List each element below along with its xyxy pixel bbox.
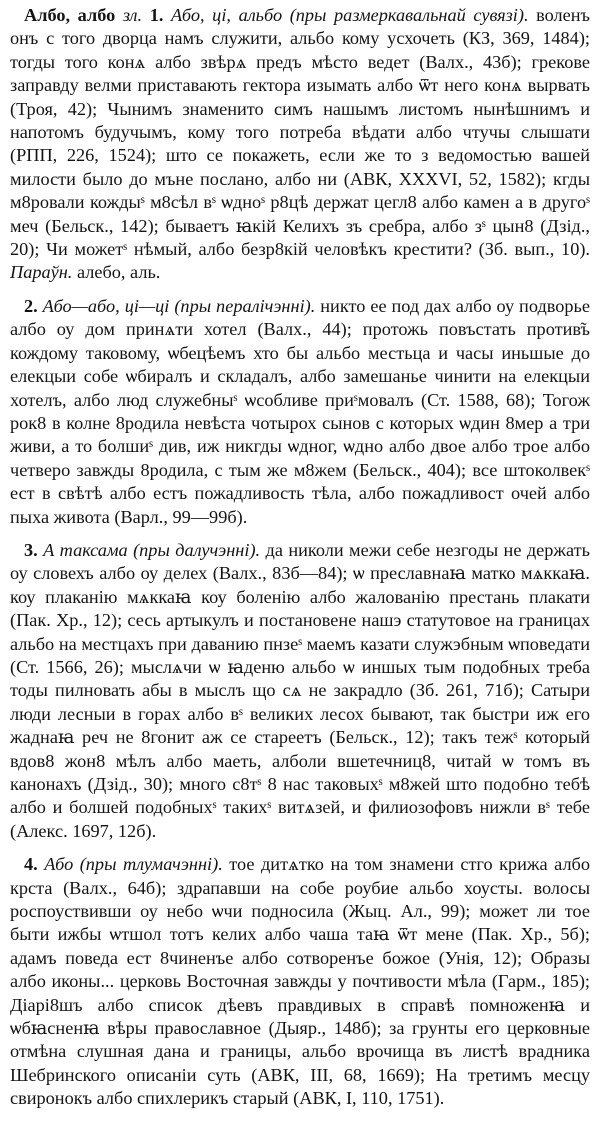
part-of-speech: зл. [115,5,143,25]
entry-sense-2 [10,295,590,529]
sense-2-citations: никто ее под дах албо оу подворье албо оу дом принѧти хотел (Валх., 44); протожь повъстать против̃ъ кождому таковому, ѡбецѣемъ хто бы альбо местьца и часы иньшые до елекцыи собе ѡбиралъ и складалъ, албо замешанье чинити на елекцыи хотелъ, албо люд служебныˢ ѡсобливе приˢмовалъ (Ст. 1588, 68); Тогож рок8 в колне 8родила невѣста чотырох сынов с которых ѡдин 8мер а три живи, а то болшиˢ див, иж никгды ѡдног, ѡдно албо двое албо трое албо четверо завжды 8родила, с тым же м8жем (Бельск., 404); все штоколвекˢ ест в свѣтѣ албо естъ пожадливость тѣла, албо пожадливост очей албо пыха живота (Варл., 99—99б). [10,295,590,527]
sense-4-citations: тое дитѧтко на том знамени стго крижа албо крста (Валх., 64б); здрапавши на собе роубие альбо хоусты. волосы роспоуствивши оу небо ѡчи подносила (Жыц. Ал., 99); может ли тое быти ижбы ѡтшол тотъ келих албо чаша таꙗ ѿт мене (Пак. Хр., 5б); адамъ поведа ест 8чиненъе албо сотворенъе божое (Унія, 12); Образы албо иконы... церковь Восточная завжды у почтивости мѣла (Гарм., 185); Діарі8шъ албо список дѣевъ правдивых в справѣ помноженꙗ и ѡбꙗсненꙗ вѣры православное (Дыяр., 148б); за грунты его церковные отмѣна слушная дана и границы, альбо врочища въ листѣ врадника Шебринского описаніи суть (АВК, III, 68, 1669); На третимъ месцу свиронокъ албо спихлерикъ старый (АВК, I, 110, 1751). [10,854,591,1109]
sense-3-number: 3. [24,539,38,560]
compare-words: алебо, аль. [72,262,161,283]
sense-2-number: 2. [24,295,38,316]
sense-3-gloss: А таксама (пры далучэнні). [37,539,261,560]
compare-label: Параўн. [10,262,73,283]
sense-4-number: 4. [24,854,38,875]
sense-4-gloss: Або (пры тлумачэнні). [37,854,223,875]
sense-3-citations: да николи межи себе незгоды не держать оу словехъ албо оу делех (Валх., 83б—84); ѡ преславнаꙗ матко мѧккаꙗ. коу плаканію мѧккаꙗ коу боленію албо жалованію престань плакати (Пак. Хр., 12); сесь артыкулъ и постановене нашэ статутовое на границах альбо на местцахъ при даванию пнзеˢ маемъ казати служэбным ѡповедати (Ст. 1566, 26); мыслѧчи ѡ ꙗденю альбо ѡ иншых тым подобных треба тоды пилновать абы в мыслъ що сѧ не закрадло (Зб. 261, 71б); Сатыри люди лесныи в горах албо вˢ великих лесох бывают, так быстри иж его жаднаꙗ реч не 8гонит аж се стареетъ (Бельск., 12); такъ тежˢ который вдов8 жон8 мѣлъ албо маеть, алболи вшетечниц8, читай ѡ томъ въ канонахъ (Дзід., 30); много с8тˢ 8 нас таковыхˢ м8жей што подобно тебѣ албо и болшей подобныхˢ такихˢ витѧзей, и филиозофовъ нижли вˢ тебе (Алекс. 1697, 12б). [10,539,590,841]
entry-sense-1 [10,4,590,285]
sense-2-gloss: Або—або, ці—ці (пры пералічэнні). [37,295,316,316]
entry-sense-4 [10,853,590,1110]
sense-1-gloss: Або, ці, альбо (пры размеркавальнай сувязі). [163,5,529,25]
entry-sense-3 [10,539,590,843]
headword: Албо, албо [24,5,116,25]
sense-1-number: 1. [142,5,164,25]
sense-1-citations: воленъ онъ с того дворца намъ служити, альбо кому усхочеть (КЗ, 369, 1484); тогды того конѧ албо звѣрѧ предъ мѣсто ведет (Валх., 43б); грекове заправду велми приставають гектора изымать албо ѿт него конѧ вырвать (Троя, 42); Чынимъ знаменито симъ нашымъ листомъ нынѣшнимъ и напотомъ будучымъ, кому того потреба вѣдати албо чтучы слышати (РПП, 226, 1524); што се покажеть, если же то з ведомостью вашей милости было до мъне послано, албо ни (АВК, XXXVI, 52, 1582); кгды м8ровали кождыˢ м8сѣл вˢ ѡдноˢ р8цѣ держат цегл8 албо камен а в другоˢ меч (Бельск., 142); бываетъ ꙗкій Келихъ зъ сребра, албо зˢ цын8 (Дзід., 20); Чи можетˢ нѣмый, албо безр8кій человѣкъ крестити? (Зб. вып., 10). [10,5,590,260]
